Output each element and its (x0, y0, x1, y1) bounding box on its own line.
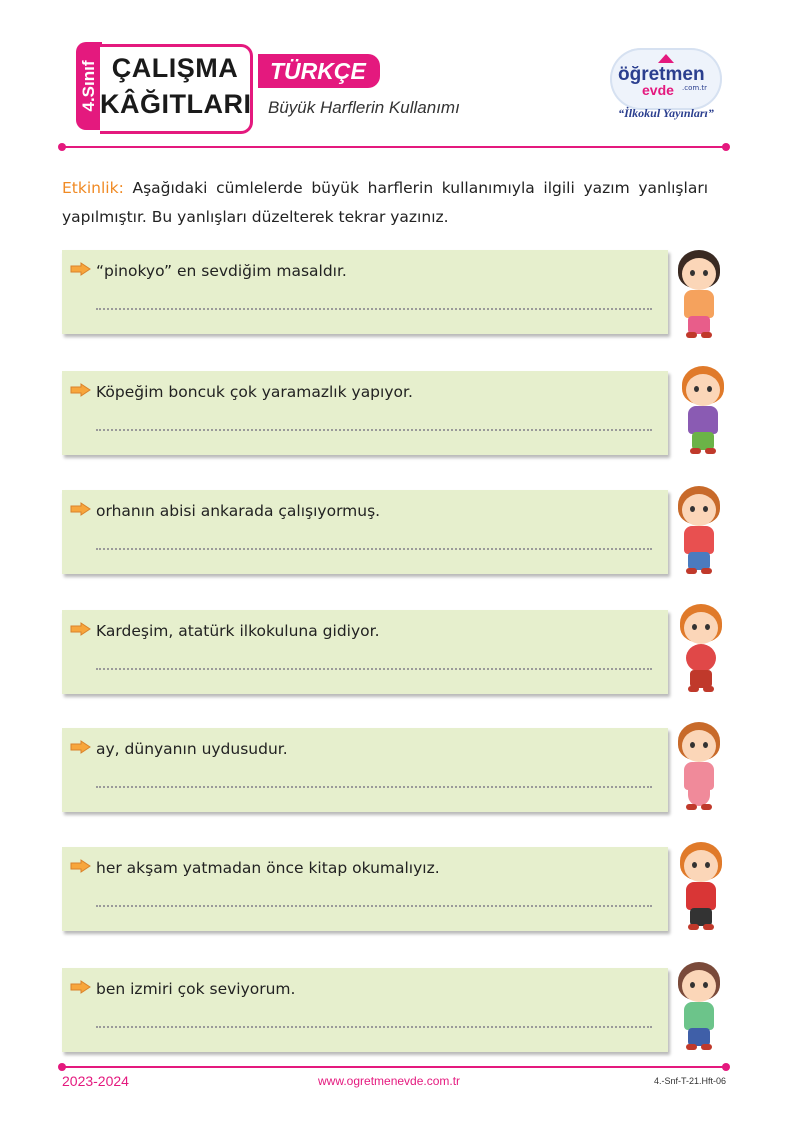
logo-motto: “İlkokul Yayınları” (618, 106, 714, 120)
exercise-card-4 (62, 610, 668, 694)
exercise-card-5 (62, 728, 668, 812)
activity-label: Etkinlik: (62, 179, 124, 197)
pointing-hand-icon (70, 383, 92, 397)
answer-line[interactable] (96, 548, 652, 550)
pointing-hand-icon (70, 740, 92, 754)
exercise-sentence: Köpeğim boncuk çok yaramazlık yapıyor. (96, 383, 413, 401)
exercise-card-7 (62, 968, 668, 1052)
logo-house-icon (658, 54, 674, 63)
exercise-sentence: her akşam yatmadan önce kitap okumalıyız. (96, 859, 440, 877)
exercise-card-3 (62, 490, 668, 574)
pointing-hand-icon (70, 622, 92, 636)
boy-illustration (672, 604, 732, 696)
grade-label: 4.Sınıf (79, 60, 98, 112)
logo-brand-suffix: .com.tr (682, 84, 708, 92)
boy-illustration (670, 486, 730, 578)
footer-url-link[interactable]: www.ogretmenevde.com.tr (318, 1074, 461, 1088)
answer-line[interactable] (96, 668, 652, 670)
answer-line[interactable] (96, 786, 652, 788)
worksheet-title-line2: KÂĞITLARI (100, 89, 252, 119)
publisher-logo (606, 44, 726, 130)
worksheet-title-box (100, 44, 253, 134)
footer-code: 4.-Snf-T-21.Hft-06 (653, 1076, 726, 1086)
girl-illustration (670, 250, 730, 342)
grade-tab (76, 42, 102, 130)
exercise-sentence: ben izmiri çok seviyorum. (96, 980, 296, 998)
footer-divider (62, 1066, 726, 1068)
footer-year: 2023-2024 (62, 1073, 129, 1089)
pointing-hand-icon (70, 262, 92, 276)
activity-instructions (62, 174, 708, 232)
girl-illustration (670, 722, 730, 814)
answer-line[interactable] (96, 905, 652, 907)
answer-line[interactable] (96, 1026, 652, 1028)
pointing-hand-icon (70, 859, 92, 873)
exercise-card-2 (62, 371, 668, 455)
girl-illustration (670, 962, 730, 1054)
answer-line[interactable] (96, 429, 652, 431)
exercise-sentence: Kardeşim, atatürk ilkokuluna gidiyor. (96, 622, 380, 640)
activity-text: Aşağıdaki cümlelerde büyük harflerin kullanımıyla ilgili yazım yanlışları yapılmıştır. Bu yanlışları düzelterek tekrar yazınız. (62, 179, 708, 226)
header-divider (62, 146, 726, 148)
exercise-sentence: orhanın abisi ankarada çalışıyormuş. (96, 502, 381, 520)
topic-subtitle: Büyük Harflerin Kullanımı (268, 98, 460, 117)
worksheet-title-line1: ÇALIŞMA (111, 53, 239, 83)
pointing-hand-icon (70, 980, 92, 994)
boy-illustration (674, 366, 734, 458)
exercise-card-1 (62, 250, 668, 334)
answer-line[interactable] (96, 308, 652, 310)
exercise-sentence: “pinokyo” en sevdiğim masaldır. (96, 262, 347, 280)
pointing-hand-icon (70, 502, 92, 516)
exercise-card-6 (62, 847, 668, 931)
exercise-sentence: ay, dünyanın uydusudur. (96, 740, 288, 758)
logo-brand-bottom: evde (642, 82, 674, 98)
logo-brand-top: öğretmen (618, 64, 705, 85)
boy-illustration (672, 842, 732, 934)
subject-badge: TÜRKÇE (258, 54, 380, 88)
